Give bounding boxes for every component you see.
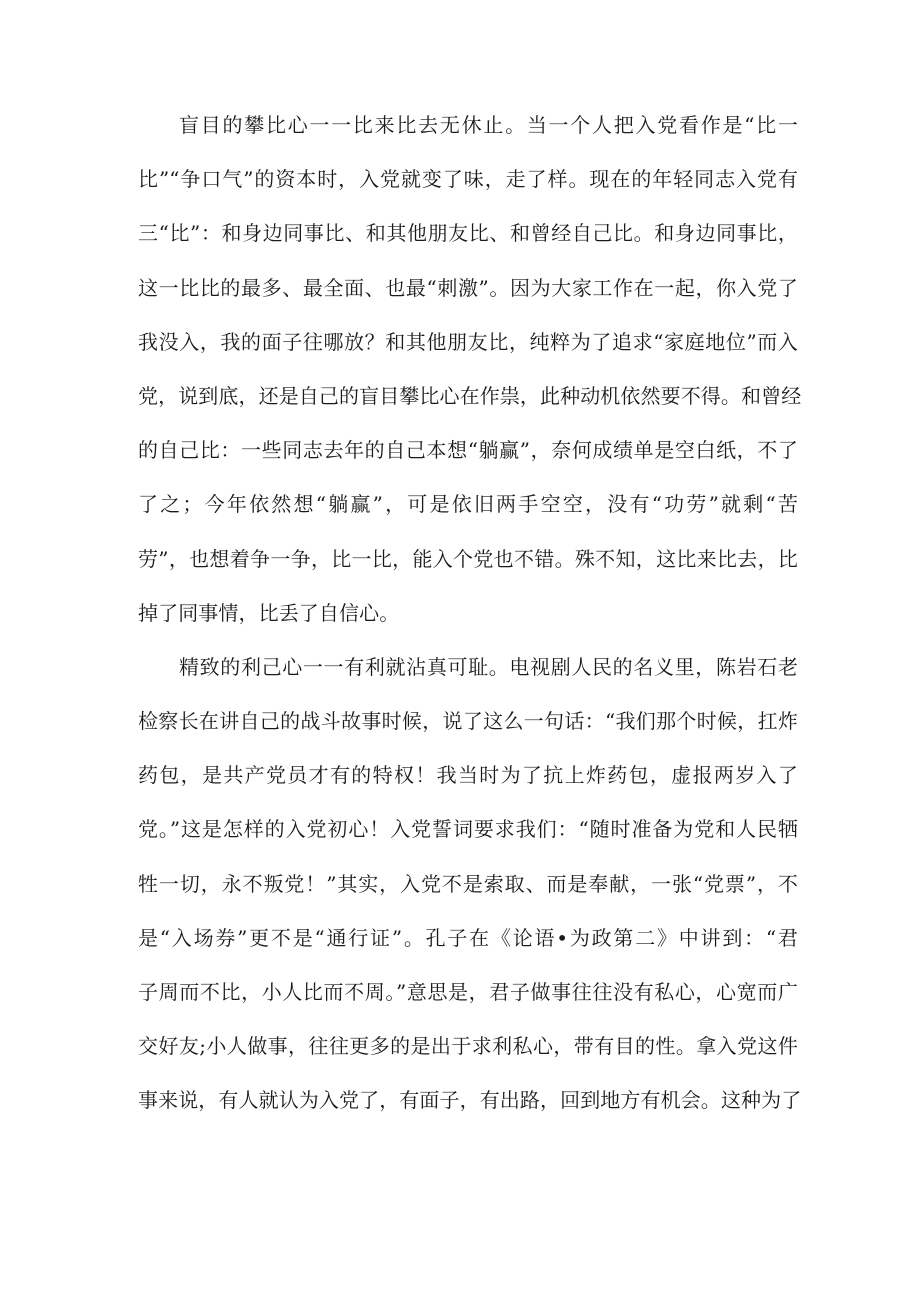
text-line: 药包，是共产党员才有的特权！我当时为了抗上炸药包，虚报两岁入了 bbox=[138, 763, 798, 788]
text-line: 盲目的攀比心一一比来比去无休止。当一个人把入党看作是“比一 bbox=[179, 113, 798, 137]
text-line: 检察长在讲自己的战斗故事时候，说了这么一句话：“我们那个时候，扛炸 bbox=[138, 709, 798, 734]
text-line: 党，说到底，还是自己的盲目攀比心在作祟，此种动机依然要不得。和曾经 bbox=[138, 383, 802, 408]
text-line: 我没入，我的面子往哪放？和其他朋友比，纯粹为了追求“家庭地位”而入 bbox=[138, 329, 798, 354]
text-line: 掉了同事情，比丢了自信心。 bbox=[138, 600, 400, 625]
paragraph bbox=[138, 640, 802, 1128]
text-line: 三“比”：和身边同事比、和其他朋友比、和曾经自己比。和身边同事比， bbox=[138, 221, 798, 246]
text-line: 这一比比的最多、最全面、也最“刺激”。因为大家工作在一起，你入党了 bbox=[138, 275, 798, 300]
text-line: 子周而不比，小人比而不周。”意思是，君子做事往往没有私心，心宽而广 bbox=[138, 980, 798, 1004]
paragraph bbox=[138, 98, 802, 640]
text-line: 的自己比：一些同志去年的自己本想“躺赢”，奈何成绩单是空白纸，不了 bbox=[138, 438, 798, 463]
text-line: 劳”，也想着争一争，比一比，能入个党也不错。殊不知，这比来比去，比 bbox=[138, 546, 798, 571]
text-line: 了之；今年依然想“躺赢”，可是依旧两手空空，没有“功劳”就剩“苦 bbox=[138, 492, 798, 517]
body-text bbox=[138, 98, 802, 1128]
text-line: 是“入场券”更不是“通行证”。孔子在《论语•为政第二》中讲到：“君 bbox=[138, 925, 798, 950]
text-line: 事来说，有人就认为入党了，有面子，有出路，回到地方有机会。这种为了 bbox=[138, 1088, 802, 1113]
text-line: 牲一切，永不叛党！”其实，入党不是索取、而是奉献，一张“党票”，不 bbox=[138, 871, 798, 896]
text-line: 比”“争口气”的资本时，入党就变了味，走了样。现在的年轻同志入党有 bbox=[138, 167, 798, 192]
text-line: 党。”这是怎样的入党初心！入党誓词要求我们：“随时准备为党和人民牺 bbox=[138, 817, 798, 842]
text-line: 交好友;小人做事，往往更多的是出于求利私心，带有目的性。拿入党这件 bbox=[138, 1034, 798, 1059]
text-line: 精致的利己心一一有利就沾真可耻。电视剧人民的名义里，陈岩石老 bbox=[179, 654, 798, 679]
